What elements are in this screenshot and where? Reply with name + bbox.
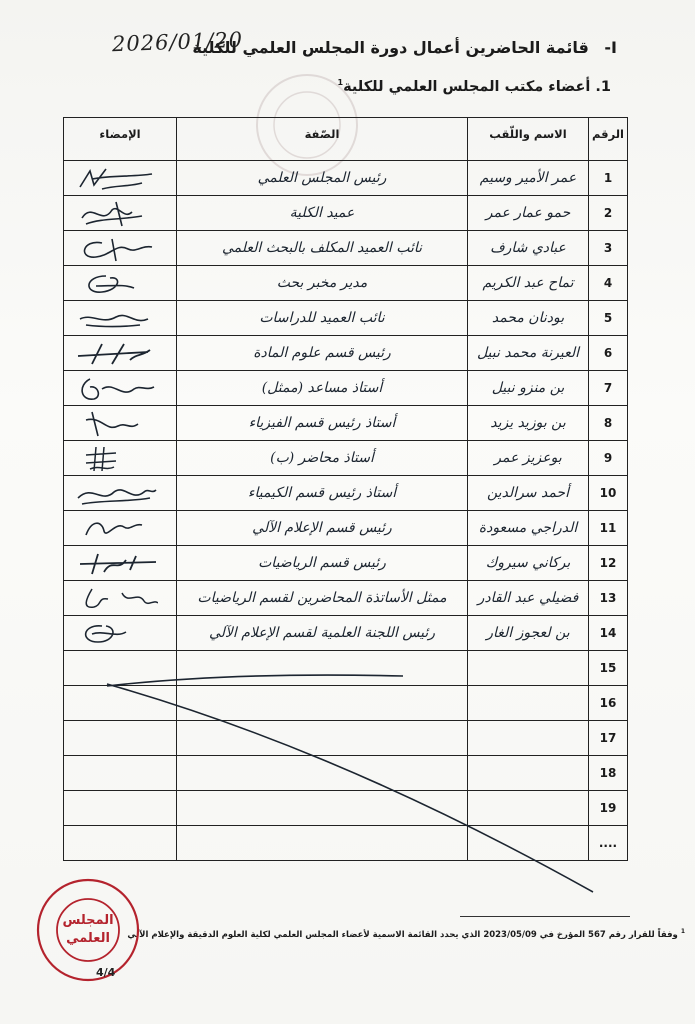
member-name: بن لعجوز الغار bbox=[468, 616, 589, 651]
member-name: بودنان محمد bbox=[468, 301, 589, 336]
table-row bbox=[64, 301, 628, 336]
signature bbox=[72, 270, 158, 298]
row-number: 15 bbox=[589, 651, 628, 686]
signature-cell bbox=[64, 406, 177, 441]
member-role: رئيس قسم الرياضيات bbox=[177, 546, 468, 581]
member-role bbox=[177, 826, 468, 861]
member-name bbox=[468, 791, 589, 826]
member-role: نائب العميد المكلف بالبحث العلمي bbox=[177, 231, 468, 266]
signature bbox=[72, 410, 158, 438]
row-number: .... bbox=[589, 826, 628, 861]
table-row bbox=[64, 616, 628, 651]
member-role bbox=[177, 721, 468, 756]
table-header-row bbox=[64, 118, 628, 161]
row-number: 13 bbox=[589, 581, 628, 616]
table-row bbox=[64, 196, 628, 231]
row-number: 17 bbox=[589, 721, 628, 756]
signature-cell bbox=[64, 231, 177, 266]
member-name: فضيلي عبد القادر bbox=[468, 581, 589, 616]
member-name: بوعزيز عمر bbox=[468, 441, 589, 476]
attendance-table bbox=[63, 117, 628, 861]
member-name: العيرنة محمد نبيل bbox=[468, 336, 589, 371]
member-role: أستاذ رئيس قسم الفيزياء bbox=[177, 406, 468, 441]
member-name bbox=[468, 651, 589, 686]
row-number: 7 bbox=[589, 371, 628, 406]
member-role: أستاذ رئيس قسم الكيمياء bbox=[177, 476, 468, 511]
member-role: رئيس المجلس العلمي bbox=[177, 161, 468, 196]
row-number: 6 bbox=[589, 336, 628, 371]
footnote-divider bbox=[460, 916, 630, 917]
section-number: I- bbox=[604, 38, 617, 57]
member-name bbox=[468, 826, 589, 861]
table-row bbox=[64, 511, 628, 546]
signature bbox=[72, 165, 158, 193]
signature bbox=[72, 585, 158, 613]
footnote-number: 1 bbox=[680, 928, 685, 935]
member-name: بن بوزيد يزيد bbox=[468, 406, 589, 441]
table-row bbox=[64, 266, 628, 301]
row-number: 14 bbox=[589, 616, 628, 651]
table-row bbox=[64, 791, 628, 826]
member-name bbox=[468, 686, 589, 721]
signature-cell bbox=[64, 546, 177, 581]
signature-cell bbox=[64, 371, 177, 406]
signature bbox=[72, 375, 158, 403]
signature-cell bbox=[64, 756, 177, 791]
handwritten-date: 2026/01/20 bbox=[111, 27, 244, 57]
member-name: عمر الأمير وسيم bbox=[468, 161, 589, 196]
member-role: مدير مخبر بحث bbox=[177, 266, 468, 301]
row-number: 2 bbox=[589, 196, 628, 231]
footnote-marker: 1 bbox=[337, 78, 344, 87]
signature-cell bbox=[64, 511, 177, 546]
title-text: قائمة الحاضرين أعمال دورة المجلس العلمي للكلية bbox=[192, 38, 589, 57]
row-number: 10 bbox=[589, 476, 628, 511]
signature-cell bbox=[64, 721, 177, 756]
signature bbox=[72, 340, 158, 368]
member-name bbox=[468, 756, 589, 791]
header-signature: الإمضاء bbox=[64, 118, 177, 161]
signature-cell bbox=[64, 791, 177, 826]
member-role bbox=[177, 651, 468, 686]
table-row bbox=[64, 371, 628, 406]
row-number: 19 bbox=[589, 791, 628, 826]
row-number: 12 bbox=[589, 546, 628, 581]
stamp-line-2: العلمي bbox=[66, 931, 110, 946]
table-row bbox=[64, 476, 628, 511]
member-role: نائب العميد للدراسات bbox=[177, 301, 468, 336]
member-role bbox=[177, 791, 468, 826]
table-row bbox=[64, 721, 628, 756]
table-row bbox=[64, 441, 628, 476]
signature-cell bbox=[64, 336, 177, 371]
official-stamp bbox=[34, 876, 142, 984]
signature-cell bbox=[64, 826, 177, 861]
document-title bbox=[192, 38, 617, 57]
signature-cell bbox=[64, 581, 177, 616]
row-number: 3 bbox=[589, 231, 628, 266]
header-name: الاسم واللّقب bbox=[468, 118, 589, 161]
member-role bbox=[177, 686, 468, 721]
member-name: بن منزو نبيل bbox=[468, 371, 589, 406]
row-number: 5 bbox=[589, 301, 628, 336]
subsection-number: 1. bbox=[595, 78, 611, 95]
table-row bbox=[64, 686, 628, 721]
row-number: 1 bbox=[589, 161, 628, 196]
table-row bbox=[64, 651, 628, 686]
header-role: الصّفة bbox=[177, 118, 468, 161]
signature-cell bbox=[64, 476, 177, 511]
table-row bbox=[64, 406, 628, 441]
signature bbox=[72, 200, 158, 228]
row-number: 18 bbox=[589, 756, 628, 791]
table-row bbox=[64, 231, 628, 266]
member-role: أستاذ محاضر (ب) bbox=[177, 441, 468, 476]
signature bbox=[72, 620, 158, 648]
stamp-line-1: المجلس bbox=[62, 913, 114, 928]
member-name: أحمد سرالدين bbox=[468, 476, 589, 511]
member-name bbox=[468, 721, 589, 756]
footnote bbox=[127, 928, 685, 940]
signature bbox=[72, 235, 158, 263]
row-number: 8 bbox=[589, 406, 628, 441]
member-name: بركاني سيروك bbox=[468, 546, 589, 581]
member-role bbox=[177, 756, 468, 791]
table-row bbox=[64, 546, 628, 581]
row-number: 9 bbox=[589, 441, 628, 476]
member-role: عميد الكلية bbox=[177, 196, 468, 231]
table-row bbox=[64, 826, 628, 861]
signature-cell bbox=[64, 616, 177, 651]
page-number: 4/4 bbox=[96, 966, 116, 979]
member-role: رئيس قسم الإعلام الآلي bbox=[177, 511, 468, 546]
table-row bbox=[64, 756, 628, 791]
member-role: رئيس اللجنة العلمية لقسم الإعلام الآلي bbox=[177, 616, 468, 651]
member-name: تماح عبد الكريم bbox=[468, 266, 589, 301]
header-number: الرقم bbox=[589, 118, 628, 161]
signature-cell bbox=[64, 441, 177, 476]
member-name: حمو عمار عمر bbox=[468, 196, 589, 231]
signature-cell bbox=[64, 161, 177, 196]
signature bbox=[72, 305, 158, 333]
subsection-text: أعضاء مكتب المجلس العلمي للكلية bbox=[343, 78, 591, 95]
member-role: رئيس قسم علوم المادة bbox=[177, 336, 468, 371]
signature bbox=[72, 445, 158, 473]
footnote-text: وفقاً للقرار رقم 567 المؤرخ في 2023/05/09 الذي يحدد القائمة الاسمية لأعضاء المجلس العلمي لكلية العلوم الدقيقة والإعلام الآلي bbox=[127, 929, 678, 940]
table-row bbox=[64, 161, 628, 196]
signature bbox=[72, 550, 158, 578]
member-role: ممثل الأساتذة المحاضرين لقسم الرياضيات bbox=[177, 581, 468, 616]
table-row bbox=[64, 336, 628, 371]
row-number: 11 bbox=[589, 511, 628, 546]
signature bbox=[72, 480, 158, 508]
member-name: عبادي شارف bbox=[468, 231, 589, 266]
row-number: 16 bbox=[589, 686, 628, 721]
signature-cell bbox=[64, 651, 177, 686]
section-heading bbox=[338, 78, 611, 95]
member-name: الدراجي مسعودة bbox=[468, 511, 589, 546]
signature bbox=[72, 515, 158, 543]
table-row bbox=[64, 581, 628, 616]
signature-cell bbox=[64, 301, 177, 336]
signature-cell bbox=[64, 686, 177, 721]
row-number: 4 bbox=[589, 266, 628, 301]
signature-cell bbox=[64, 196, 177, 231]
member-role: أستاذ مساعد (ممثل) bbox=[177, 371, 468, 406]
signature-cell bbox=[64, 266, 177, 301]
